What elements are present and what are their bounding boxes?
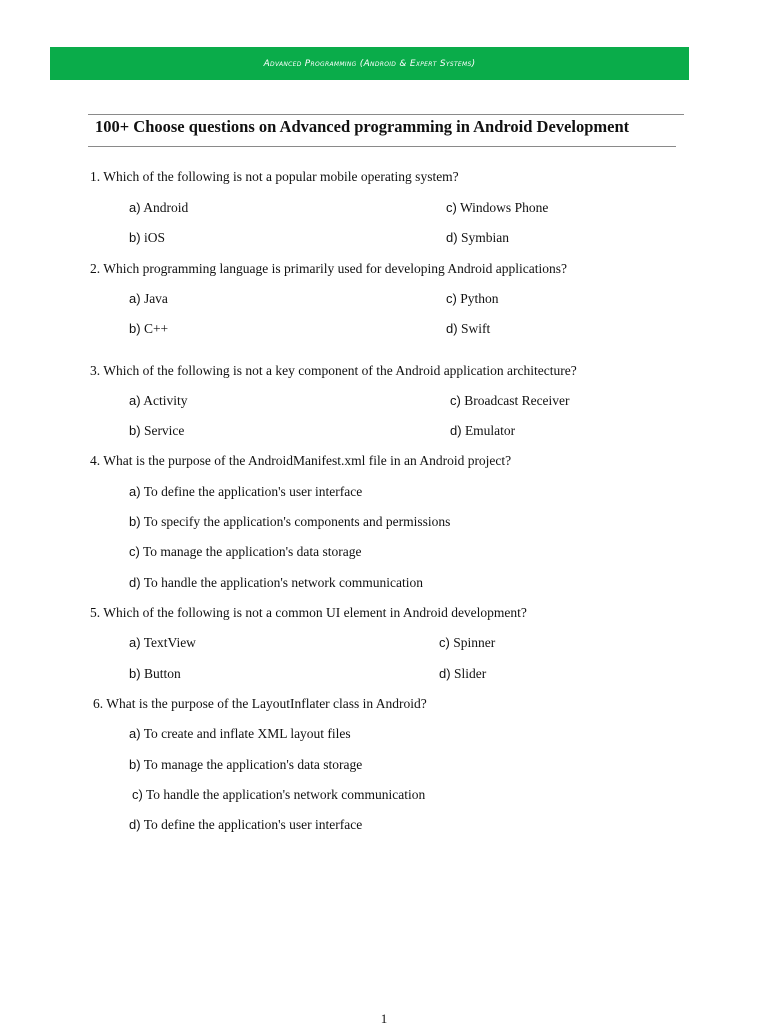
- option-text: To specify the application's components and permissions: [143, 514, 451, 529]
- option-letter: d): [439, 666, 451, 681]
- question-1-option-a: [129, 200, 188, 216]
- option-text: To handle the application's network communication: [143, 575, 423, 590]
- option-letter: b): [129, 230, 141, 245]
- question-2-option-c: [446, 291, 498, 307]
- option-letter: d): [129, 575, 141, 590]
- question-4-option-b: [129, 514, 450, 530]
- question-3-option-b: [129, 423, 184, 439]
- question-4-option-d: [129, 575, 423, 591]
- option-text: TextView: [143, 635, 196, 650]
- question-3-option-a: [129, 393, 187, 409]
- option-text: To manage the application's data storage: [142, 544, 362, 559]
- option-letter: b): [129, 423, 141, 438]
- option-letter: d): [450, 423, 462, 438]
- question-1-option-b: [129, 230, 165, 246]
- title-bottom-rule: [88, 146, 676, 147]
- option-letter: a): [129, 635, 141, 650]
- option-letter: d): [446, 230, 458, 245]
- document-title: 100+ Choose questions on Advanced programming in Android Development: [95, 117, 630, 136]
- option-text: To create and inflate XML layout files: [143, 726, 351, 741]
- option-letter: c): [446, 291, 457, 306]
- title-top-rule: [88, 114, 684, 115]
- option-letter: a): [129, 291, 141, 306]
- question-6-option-d: [129, 817, 362, 833]
- question-4-option-a: [129, 484, 362, 500]
- option-letter: b): [129, 321, 141, 336]
- question-3-option-d: [450, 423, 515, 439]
- option-text: Symbian: [460, 230, 509, 245]
- question-1: 1. Which of the following is not a popular mobile operating system?: [90, 169, 459, 184]
- question-3: 3. Which of the following is not a key component of the Android application architecture?: [90, 363, 577, 378]
- option-letter: a): [129, 200, 141, 215]
- option-letter: a): [129, 726, 141, 741]
- option-letter: c): [129, 544, 140, 559]
- page-number: 1: [380, 1011, 388, 1026]
- option-letter: b): [129, 757, 141, 772]
- question-6-option-b: [129, 757, 362, 773]
- option-letter: c): [450, 393, 461, 408]
- option-text: Windows Phone: [459, 200, 549, 215]
- question-2-option-b: [129, 321, 168, 337]
- question-4: 4. What is the purpose of the AndroidManifest.xml file in an Android project?: [90, 453, 512, 468]
- option-text: Emulator: [464, 423, 516, 438]
- option-text: Python: [460, 291, 499, 306]
- option-text: Swift: [460, 321, 491, 336]
- option-letter: d): [129, 817, 141, 832]
- option-text: Activity: [143, 393, 188, 408]
- question-5-option-b: [129, 666, 181, 682]
- option-text: C++: [143, 321, 169, 336]
- question-2: 2. Which programming language is primarily used for developing Android applications?: [90, 261, 568, 276]
- question-6-option-a: [129, 726, 351, 742]
- option-text: iOS: [143, 230, 165, 245]
- option-text: To handle the application's network communication: [145, 787, 426, 802]
- question-2-option-a: [129, 291, 168, 307]
- header-band: [50, 47, 689, 80]
- option-letter: c): [446, 200, 457, 215]
- question-5-option-a: [129, 635, 196, 651]
- question-4-option-c: [129, 544, 362, 560]
- option-text: To define the application's user interface: [143, 484, 363, 499]
- option-text: Spinner: [453, 635, 496, 650]
- question-5: 5. Which of the following is not a common UI element in Android development?: [90, 605, 527, 620]
- option-text: Button: [143, 666, 181, 681]
- header-text: Advanced Programming (Android & Expert Systems): [263, 58, 476, 69]
- option-letter: d): [446, 321, 458, 336]
- question-5-option-d: [439, 666, 486, 682]
- option-text: To define the application's user interface: [143, 817, 363, 832]
- question-3-option-c: [450, 393, 570, 409]
- option-letter: c): [439, 635, 450, 650]
- option-text: Service: [143, 423, 185, 438]
- question-1-option-c: [446, 200, 548, 216]
- option-letter: a): [129, 393, 141, 408]
- option-text: Slider: [453, 666, 487, 681]
- option-text: To manage the application's data storage: [143, 757, 363, 772]
- question-6: 6. What is the purpose of the LayoutInflater class in Android?: [93, 696, 427, 711]
- option-letter: c): [132, 787, 143, 802]
- option-letter: a): [129, 484, 141, 499]
- question-5-option-c: [439, 635, 495, 651]
- option-text: Java: [143, 291, 168, 306]
- question-1-option-d: [446, 230, 509, 246]
- option-text: Android: [143, 200, 189, 215]
- option-text: Broadcast Receiver: [464, 393, 570, 408]
- question-2-option-d: [446, 321, 490, 337]
- option-letter: b): [129, 666, 141, 681]
- option-letter: b): [129, 514, 141, 529]
- question-6-option-c: [132, 787, 425, 803]
